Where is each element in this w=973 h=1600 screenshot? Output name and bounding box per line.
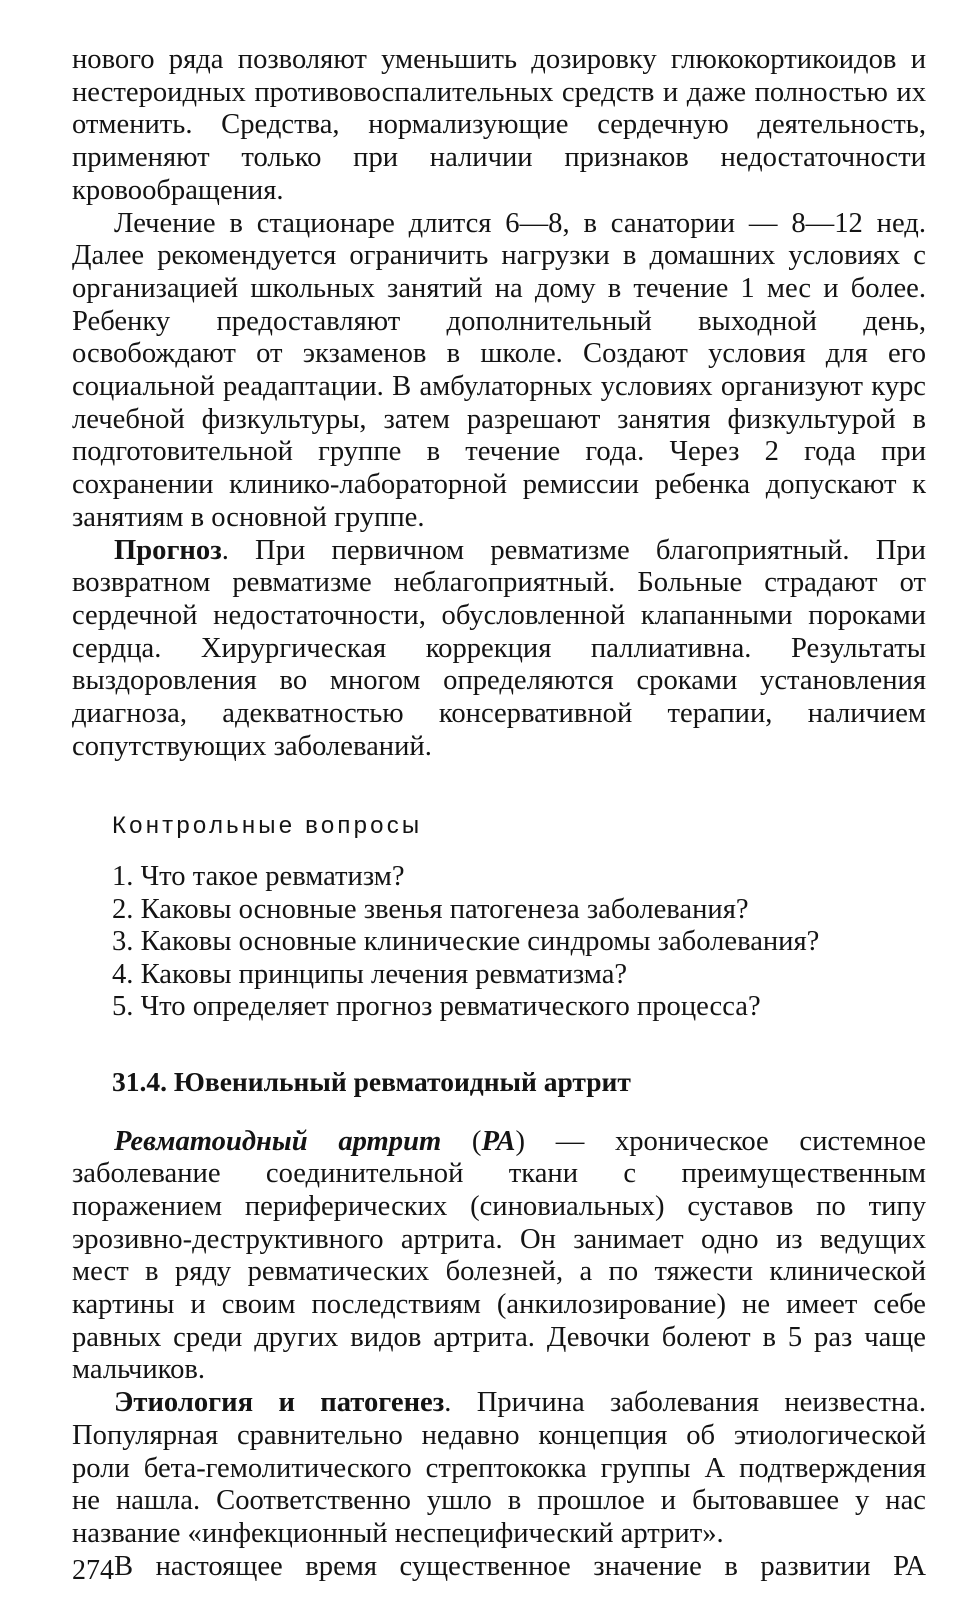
paragraph-treatment-duration: Лечение в стационаре длится 6—8, в санатории — 8—12 нед. Далее рекомендуется ограничить нагрузки в домашних условиях с организацией школьных занятий на дому в течение 1 мес и более. Ребенку предоставляют дополнительный выходной день, освобождают от экзаменов в школе. Создают условия для его социальной реадаптации. В амбулаторных условиях организуют курс лечебной физкультуры, затем разрешают занятия физкультурой в подготовительной группе в течение года. Через 2 года при сохранении клинико-лабораторной ремиссии ребенка допускают к занятиям в основной группе. (72, 207, 926, 533)
ra-abbreviation: РА (481, 1125, 516, 1157)
page-body (72, 44, 926, 1583)
list-item: 4. Каковы принципы лечения ревматизма? (112, 958, 628, 990)
etiology-label: Этиология и патогенез (114, 1387, 445, 1419)
etiology-text: . Причина заболевания неизвестна. Популярная сравнительно недавно концепция об этиологической роли бета-гемолитического стрептококка группы А подтверждения не нашла. Соответственно ушло в прошлое и бытовавшее у нас название «инфекционный неспецифический артрит». (72, 1387, 926, 1549)
paragraph-continued: нового ряда позволяют уменьшить дозировку глюкокортикоидов и нестероидных противовоспалительных средств и даже полностью их отменить. Средства, нормализующие сердечную деятельность, применяют только при наличии признаков недостаточности кровообращения. (72, 44, 926, 206)
paragraph-ra-definition (72, 1126, 926, 1388)
list-item: 5. Что определяет прогноз ревматического процесса? (112, 991, 761, 1023)
section-title: 31.4. Ювенильный ревматоидный артрит (112, 1065, 631, 1097)
list-item: 3. Каковы основные клинические синдромы заболевания? (112, 926, 820, 958)
control-questions-heading: Контрольные вопросы (112, 812, 423, 840)
prognosis-text: . При первичном ревматизме благоприятный. При возвратном ревматизме неблагоприятный. Больные страдают от сердечной недостаточности, обусловленной клапанными пороками сердца. Хирургическая коррекция паллиативна. Результаты выздоровления во многом определяются сроками установления диагноза, адекватностью консервативной терапии, наличием сопутствующих заболеваний. (72, 534, 926, 762)
page-number: 274 (72, 1555, 114, 1586)
paragraph-etiology (72, 1387, 926, 1551)
control-questions-list (112, 861, 926, 1023)
ra-definition-text: ) — хроническое системное заболевание соединительной ткани с преимущественным поражением периферических (синовиальных) суставов по типу эрозивно-деструктивного артрита. Он занимает одно из ведущих мест в ряду ревматических болезней, а по тяжести клинической картины и своим последствиям (анкилозирование) не имеет себе равных среди других видов артрита. Девочки болеют в 5 раз чаще мальчиков. (72, 1125, 927, 1386)
ra-term: Ревматоидный артрит (114, 1125, 442, 1157)
paragraph-prognosis (72, 535, 926, 764)
ra-open-paren: ( (441, 1125, 482, 1157)
prognosis-label: Прогноз (114, 534, 222, 566)
list-item: 2. Каковы основные звенья патогенеза заболевания? (112, 893, 749, 925)
paragraph-current: В настоящее время существенное значение в развитии РА (114, 1550, 926, 1582)
list-item: 1. Что такое ревматизм? (112, 861, 405, 893)
